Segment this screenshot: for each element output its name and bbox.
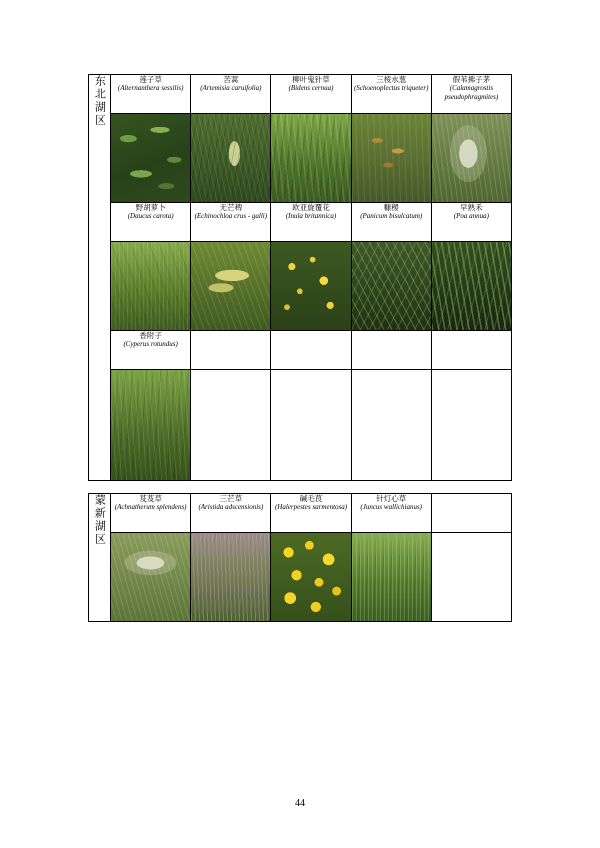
plant-name-cell (351, 203, 431, 242)
plant-name-latin: (Echinochloa crus - galli) (194, 212, 268, 221)
plant-photo-cell (271, 242, 351, 331)
plant-name-latin: (Schoenoplectus triqueter) (353, 84, 429, 93)
table-row (89, 203, 512, 242)
plant-name-cn: 芨芨草 (139, 494, 162, 503)
plant-name-cn: 香附子 (139, 331, 162, 340)
plant-photo (111, 114, 190, 202)
plant-photo (111, 242, 190, 330)
plant-name-cell (111, 75, 191, 114)
plant-photo (352, 242, 431, 330)
empty-cell (191, 331, 271, 370)
empty-cell (191, 370, 271, 481)
empty-cell (431, 370, 511, 481)
plant-name-cn: 三芒草 (219, 494, 243, 503)
plant-photo (191, 533, 270, 621)
plant-name-cell (111, 331, 191, 370)
plant-photo (191, 242, 270, 330)
plant-photo (271, 114, 350, 202)
plant-name-latin: (Poa annua) (453, 212, 489, 221)
plant-photo-cell (111, 242, 191, 331)
plant-photo-cell (191, 242, 271, 331)
table-row (89, 114, 512, 203)
empty-cell (271, 370, 351, 481)
plant-photo-cell (351, 533, 431, 622)
plant-photo (432, 242, 511, 330)
plant-photo-cell (191, 533, 271, 622)
plant-photo-cell (111, 114, 191, 203)
plant-name-latin: (Halerpestes sarmentosa) (274, 503, 348, 512)
plant-name-cn: 莲子草 (139, 75, 162, 84)
plant-photo (111, 533, 190, 621)
plant-photo-cell (271, 533, 351, 622)
plant-name-cn: 早熟禾 (460, 203, 483, 212)
table-row (89, 331, 512, 370)
table-row (89, 533, 512, 622)
plant-name-latin: (Bidens cernua) (288, 84, 334, 93)
plant-photo-cell (111, 370, 191, 481)
empty-cell (431, 533, 511, 622)
plant-photo-cell (111, 533, 191, 622)
plant-name-latin: (Juncus wallichianus) (360, 503, 423, 512)
plant-name-latin: (Inula britannica) (285, 212, 337, 221)
plant-photo (432, 114, 511, 202)
plant-photo (352, 114, 431, 202)
plant-photo-cell (431, 242, 511, 331)
plant-name-cell (111, 494, 191, 533)
empty-cell (431, 331, 511, 370)
plant-name-cn: 野胡萝卜 (135, 203, 166, 212)
plant-name-cn: 苦蒿 (223, 75, 239, 84)
plant-name-cn: 糠稷 (383, 203, 399, 212)
plant-name-latin: (Achnatherum splendens) (114, 503, 187, 512)
plant-name-cell (431, 75, 511, 114)
plant-photo (191, 114, 270, 202)
plant-name-latin: (Artemisia caruifolia) (200, 84, 262, 93)
plant-photo-cell (351, 242, 431, 331)
plant-name-cn: 欧亚旋覆花 (292, 203, 330, 212)
region-label-cell (89, 494, 111, 622)
plant-photo-cell (351, 114, 431, 203)
plant-name-latin: (Calamagrostis pseudophragmites) (444, 84, 499, 102)
plant-name-cell (191, 75, 271, 114)
plant-name-cell (271, 494, 351, 533)
plant-name-cell (431, 203, 511, 242)
table-row (89, 370, 512, 481)
plant-name-cn: 无芒稗 (219, 203, 243, 212)
empty-cell (431, 494, 511, 533)
region-label-text: 东北湖区 (93, 75, 107, 127)
plant-photo-cell (431, 114, 511, 203)
table-row (89, 242, 512, 331)
plant-name-latin: (Alternanthera sessilis) (117, 84, 184, 93)
plant-name-cn: 针灯心草 (376, 494, 407, 503)
plant-table-mongolia-xinjiang-lake-region (88, 493, 512, 622)
plant-name-cn: 三棱水葱 (376, 75, 407, 84)
plant-photo-cell (271, 114, 351, 203)
table-row (89, 75, 512, 114)
plant-name-cell (351, 75, 431, 114)
plant-name-latin: (Aristida adscensionis) (198, 503, 264, 512)
plant-photo (271, 242, 350, 330)
region-label-text: 蒙新湖区 (93, 494, 107, 546)
plant-photo (271, 533, 350, 621)
plant-name-cell (351, 494, 431, 533)
plant-photo (111, 370, 190, 480)
empty-cell (351, 370, 431, 481)
plant-name-cell (191, 494, 271, 533)
plant-name-cell (271, 203, 351, 242)
plant-name-cell (191, 203, 271, 242)
plant-photo (352, 533, 431, 621)
plant-name-latin: (Daucus carota) (127, 212, 174, 221)
table-row (89, 494, 512, 533)
plant-name-cn: 假苇拂子茅 (452, 75, 491, 84)
plant-name-latin: (Panicum bisulcatum) (360, 212, 423, 221)
plant-photo-cell (191, 114, 271, 203)
page-number: 44 (295, 798, 305, 809)
region-label-cell (89, 75, 111, 481)
plant-name-cell (271, 75, 351, 114)
plant-name-cn: 柳叶鬼针草 (292, 75, 330, 84)
plant-name-latin: (Cyperus rotundus) (123, 340, 178, 349)
plant-table-northeast-lake-region (88, 74, 512, 481)
plant-name-cell (111, 203, 191, 242)
empty-cell (271, 331, 351, 370)
empty-cell (351, 331, 431, 370)
plant-name-cn: 碱毛茛 (299, 494, 323, 503)
